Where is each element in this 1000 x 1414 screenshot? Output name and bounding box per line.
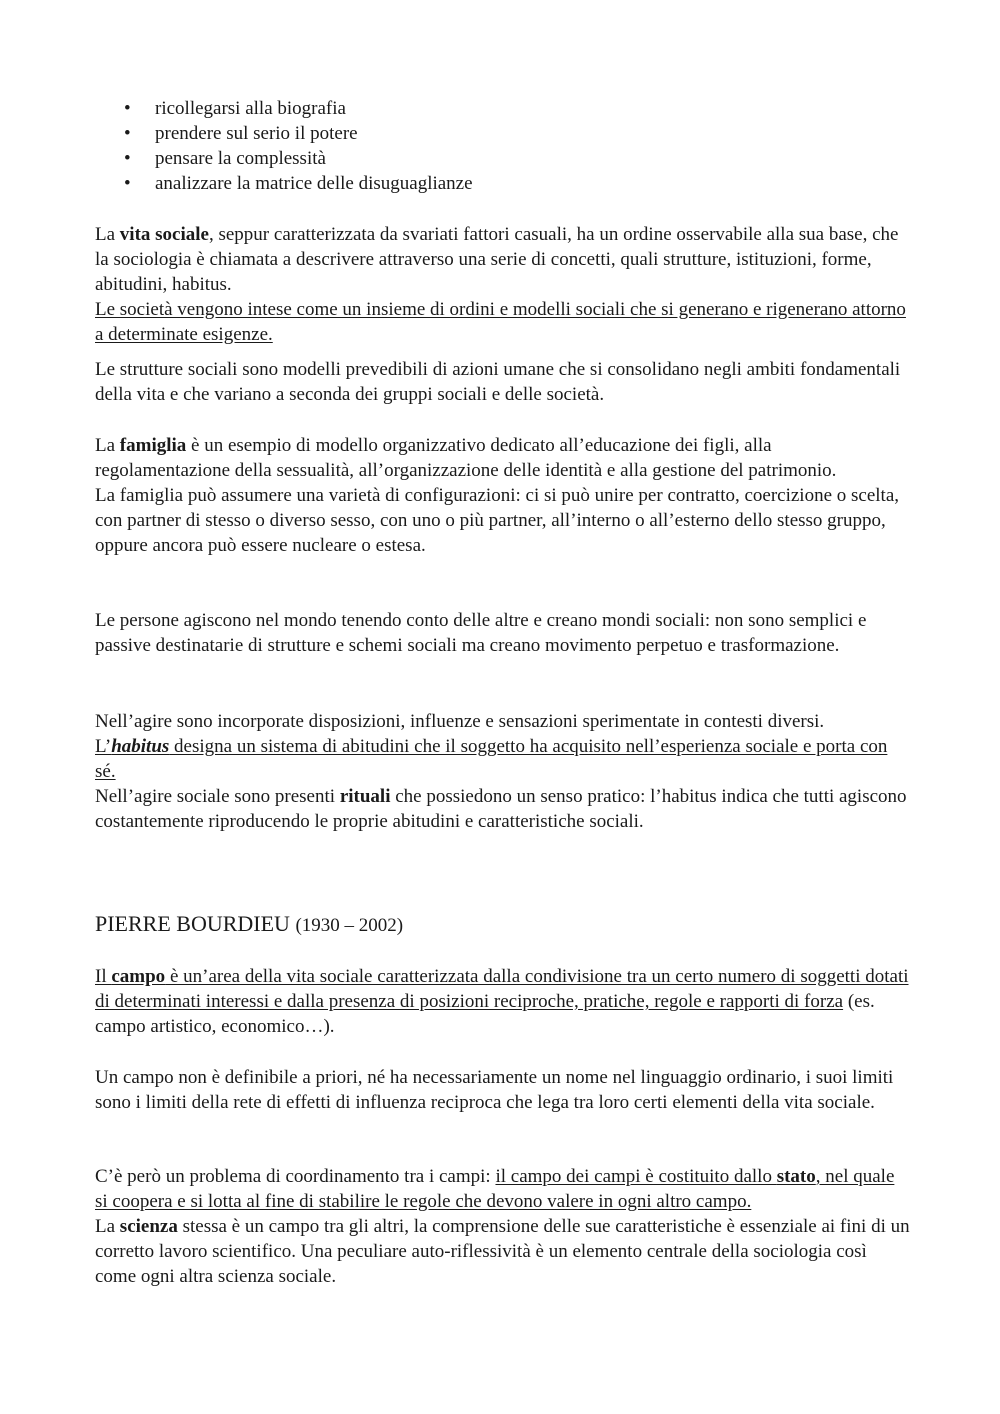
bullet-glyph: • — [124, 123, 131, 144]
paragraph-persone: Le persone agiscono nel mondo tenendo conto delle altre e creano mondi sociali: non sono semplici e passive destinatarie di strutture e schemi sociali ma creano movimento perpetuo e trasformazione. — [95, 610, 867, 656]
bold-term: famiglia — [119, 435, 187, 456]
bold-term: campo — [111, 966, 166, 987]
section-heading — [95, 911, 910, 938]
paragraph-habitus: Nell’agire sono incorporate disposizioni, influenze e sensazioni sperimentate in contesti diversi. L’habitus designa un sistema di abitudini che il soggetto ha acquisito nell’esperienza sociale e porta con sé. Nell’agire sociale sono presenti rituali che possiedono un senso pratico: l’habitus indica che tutti agiscono costantemente riproducendo le proprie abitudini e caratteristiche sociali. — [95, 711, 907, 832]
bullet-glyph: • — [124, 148, 131, 169]
bold-term: stato — [776, 1166, 816, 1187]
list-item — [95, 171, 895, 196]
list-item — [95, 96, 895, 121]
underlined-sentence: Il campo è un’area della vita sociale caratterizzata dalla condivisione tra un certo numero di soggetti dotati di determinati interessi e dalla presenza di posizioni reciproche, pratiche, regole e rapporti di forza — [95, 966, 909, 1012]
bold-term: scienza — [119, 1216, 178, 1237]
bold-term: vita sociale — [119, 224, 209, 245]
paragraph-campo-limiti: Un campo non è definibile a priori, né ha necessariamente un nome nel linguaggio ordinario, i suoi limiti sono i limiti della rete di effetti di influenza reciproca che lega tra loro certi elementi della vita sociale. — [95, 1067, 894, 1113]
paragraph-campo: Il campo è un’area della vita sociale caratterizzata dalla condivisione tra un certo numero di soggetti dotati di determinati interessi e dalla presenza di posizioni reciproche, pratiche, regole e rapporti di forza (es. campo artistico, economico…). — [95, 966, 909, 1037]
bold-term: rituali — [339, 786, 391, 807]
list-item-text: pensare la complessità — [155, 148, 326, 169]
heading-years: (1930 – 2002) — [295, 915, 404, 936]
underlined-sentence: Le società vengono intese come un insieme di ordini e modelli sociali che si generano e rigenerano attorno a determinate esigenze. — [95, 299, 906, 345]
underlined-sentence: il campo dei campi è costituito dallo stato, nel quale si coopera e si lotta al fine di stabilire le regole che devono valere in ogni altro campo. — [95, 1166, 895, 1212]
bold-italic-term: habitus — [111, 736, 170, 757]
list-item — [95, 146, 895, 171]
list-item-text: prendere sul serio il potere — [155, 123, 358, 144]
bullet-list — [95, 96, 895, 196]
paragraph-campo-dei-campi: C’è però un problema di coordinamento tra i campi: il campo dei campi è costituito dallo stato, nel quale si coopera e si lotta al fine di stabilire le regole che devono valere in ogni altro campo. La scienza stessa è un campo tra gli altri, la comprensione delle sue caratteristiche è essenziale ai fini di un corretto lavoro scientifico. Una peculiare auto-riflessività è un elemento centrale della sociologia così come ogni altra scienza sociale. — [95, 1166, 910, 1287]
heading-name: PIERRE BOURDIEU — [95, 911, 290, 936]
underlined-sentence: L’habitus designa un sistema di abitudini che il soggetto ha acquisito nell’esperienza sociale e porta con sé. — [95, 736, 888, 782]
bullet-glyph: • — [124, 98, 131, 119]
list-item-text: analizzare la matrice delle disuguaglianze — [155, 173, 473, 194]
paragraph-famiglia: La famiglia è un esempio di modello organizzativo dedicato all’educazione dei figli, alla regolamentazione della sessualità, all’organizzazione delle identità e alla gestione del patrimonio. La famiglia può assumere una varietà di configurazioni: ci si può unire per contratto, coercizione o scelta, con partner di stesso o diverso sesso, con uno o più partner, all’interno o all’esterno dello stesso gruppo, oppure ancora può essere nucleare o estesa. — [95, 435, 900, 556]
paragraph-vita-sociale: La vita sociale, seppur caratterizzata da svariati fattori casuali, ha un ordine osservabile alla sua base, che la sociologia è chiamata a descrivere attraverso una serie di concetti, quali strutture, istituzioni, forme, abitudini, habitus. Le società vengono intese come un insieme di ordini e modelli sociali che si generano e rigenerano attorno a determinate esigenze. — [95, 224, 906, 345]
paragraph-strutture-sociali: Le strutture sociali sono modelli prevedibili di azioni umane che si consolidano negli ambiti fondamentali della vita e che variano a seconda dei gruppi sociali e delle società. — [95, 359, 901, 405]
list-item — [95, 121, 895, 146]
bullet-glyph: • — [124, 173, 131, 194]
list-item-text: ricollegarsi alla biografia — [155, 98, 346, 119]
